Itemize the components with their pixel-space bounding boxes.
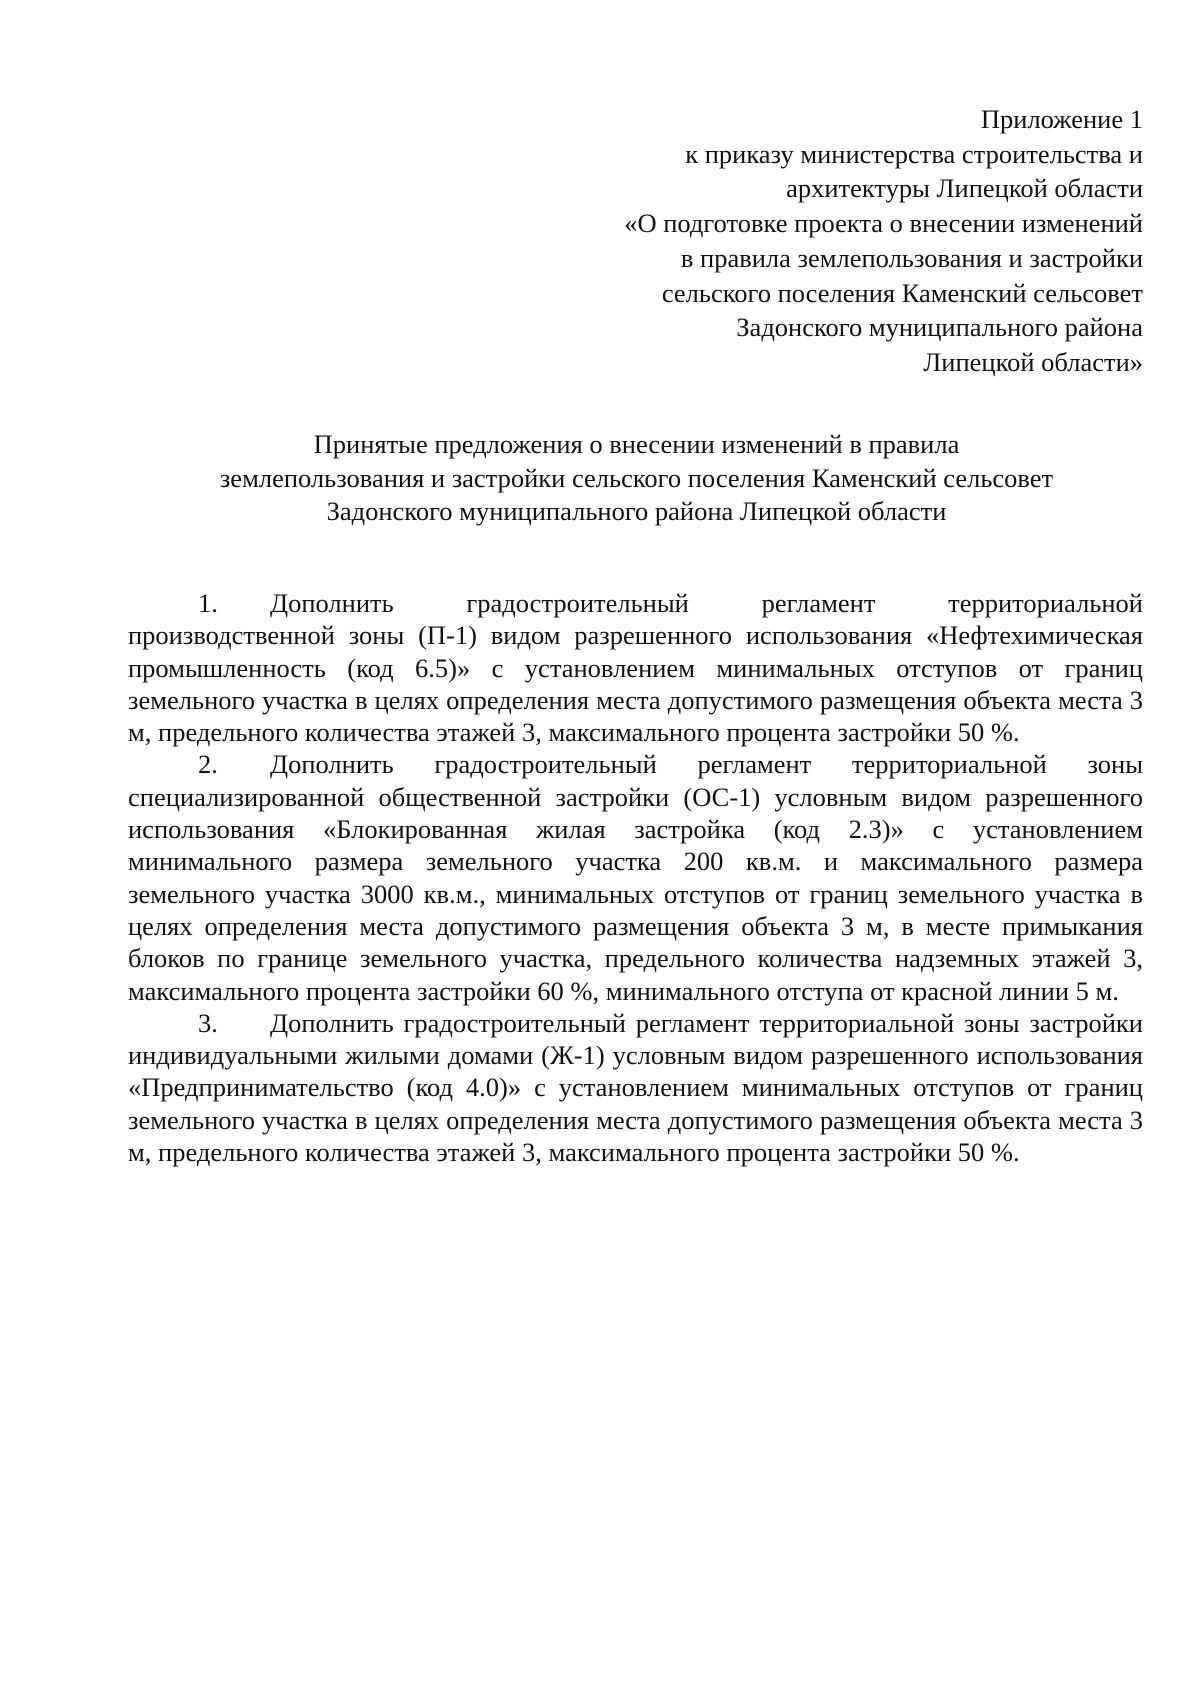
appendix-header [440, 102, 1143, 380]
proposal-number: 3. [198, 1007, 218, 1038]
appendix-header-line: Приложение 1 [980, 104, 1143, 134]
appendix-header-line: Задонского муниципального района [736, 312, 1143, 343]
proposal-text: Дополнить градостроительный регламент территориальной производственной зоны (П-1) видом разрешенного использования «Нефтехимическая промышленность (код 6.5)» с установлением минимальных отступов от границ земельного участка в целях определения места допустимого размещения объекта места 3 м, предельного количества этажей 3, максимального процента застройки 50 %. [128, 588, 1143, 748]
appendix-header-line: в правила землепользования и застройки [680, 242, 1143, 273]
proposal-item [128, 748, 1143, 1006]
document-title-line: землепользования и застройки сельского поселения Каменский сельсовет [219, 462, 1054, 493]
proposal-text: Дополнить градостроительный регламент территориальной зоны застройки индивидуальными жилыми домами (Ж-1) условным видом разрешенного использования «Предпринимательство (код 4.0)» с установлением минимальных отступов от границ земельного участка в целях определения места допустимого размещения объекта места 3 м, предельного количества этажей 3, максимального процента застройки 50 %. [128, 1007, 1143, 1168]
appendix-header-line: Липецкой области» [923, 346, 1143, 377]
appendix-header-line: к приказу министерства строительства и [685, 138, 1143, 169]
proposal-text: Дополнить градостроительный регламент территориальной зоны специализированной общественной застройки (ОС-1) условным видом разрешенного использования «Блокированная жилая застройка (код 2.3)» с установлением минимального размера земельного участка 200 кв.м. и максимального размера земельного участка 3000 кв.м., минимальных отступов от границ земельного участка в целях определения места допустимого размещения объекта 3 м, в месте примыкания блоков по границе земельного участка, предельного количества надземных этажей 3, максимального процента застройки 60 %, минимального отступа от красной линии 5 м. [128, 749, 1143, 1006]
proposal-item [128, 1007, 1143, 1168]
document-title [130, 428, 1143, 529]
appendix-header-line: «О подготовке проекта о внесении изменений [624, 208, 1143, 239]
proposal-item [128, 587, 1143, 748]
proposals-list [128, 587, 1143, 1168]
document-title-line: Задонского муниципального района Липецкой области [326, 496, 947, 526]
document-title-line: Принятые предложения о внесении изменений в правила [313, 429, 960, 459]
appendix-header-line: сельского поселения Каменский сельсовет [661, 277, 1143, 308]
proposal-number: 2. [198, 749, 218, 780]
appendix-header-line: архитектуры Липецкой области [786, 173, 1143, 204]
proposal-number: 1. [198, 588, 218, 618]
